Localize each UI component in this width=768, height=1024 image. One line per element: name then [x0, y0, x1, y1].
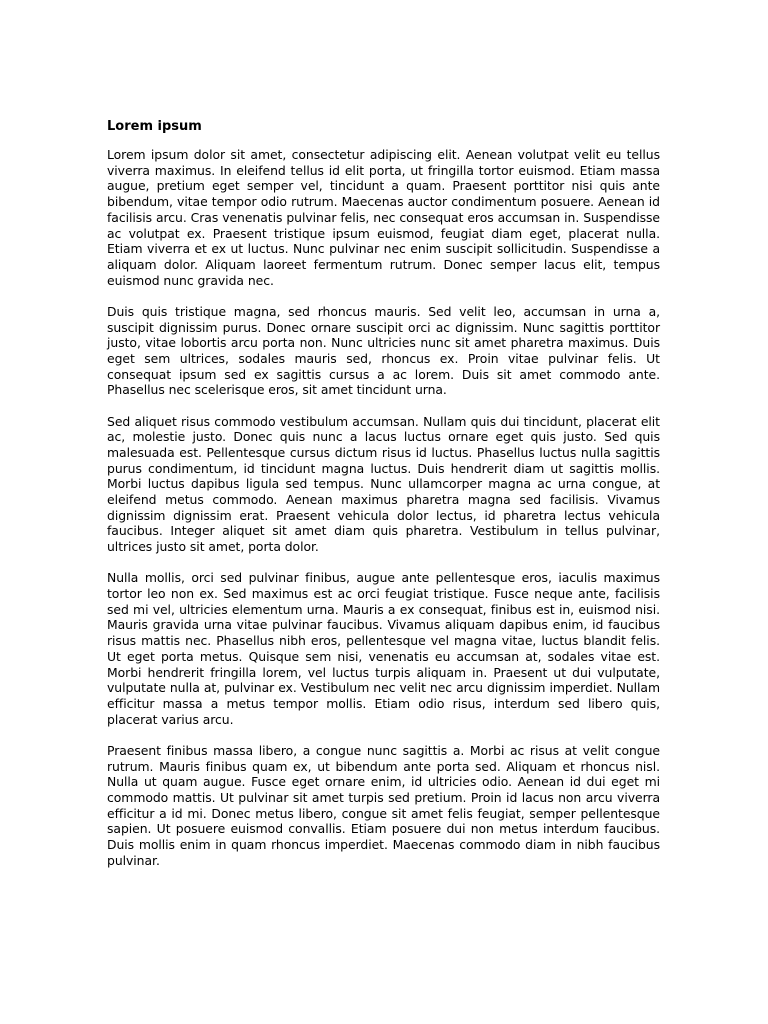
paragraph-2: Duis quis tristique magna, sed rhoncus mauris. Sed velit leo, accumsan in urna a, suscipit dignissim purus. Donec ornare suscipit orci ac dignissim. Nunc sagittis porttitor justo, vitae lobortis arcu porta non. Nunc ultricies nunc sit amet pharetra maximus. Duis eget sem ultrices, sodales mauris sed, rhoncus ex. Proin vitae pulvinar felis. Ut consequat ipsum sed ex sagittis cursus a ac lorem. Duis sit amet commodo ante. Phasellus nec scelerisque eros, sit amet tincidunt urna. — [107, 303, 660, 398]
paragraph-5: Praesent finibus massa libero, a congue nunc sagittis a. Morbi ac risus at velit congue rutrum. Mauris finibus quam ex, ut bibendum ante porta sed. Aliquam et rhoncus nisl. Nulla ut quam augue. Fusce eget ornare enim, id ultricies odio. Aenean id dui eget mi commodo mattis. Ut pulvinar sit amet turpis sed pretium. Proin id lacus non arcu viverra efficitur a id mi. Donec metus libero, congue sit amet felis feugiat, semper pellentesque sapien. Ut posuere euismod convallis. Etiam posuere dui non metus interdum faucibus. Duis mollis enim in quam rhoncus imperdiet. Maecenas commodo diam in nibh faucibus pulvinar. — [107, 742, 660, 868]
document-title: Lorem ipsum — [107, 119, 202, 134]
paragraph-1: Lorem ipsum dolor sit amet, consectetur adipiscing elit. Aenean volutpat velit eu tellus viverra maximus. In eleifend tellus id elit porta, ut fringilla tortor euismod. Etiam massa augue, pretium eget semper vel, tincidunt a quam. Praesent porttitor nisi quis ante bibendum, vitae tempor odio rutrum. Maecenas auctor condimentum posuere. Aenean id facilisis arcu. Cras venenatis pulvinar felis, nec consequat eros accumsan in. Suspendisse ac volutpat ex. Praesent tristique ipsum euismod, feugiat diam eget, placerat nulla. Etiam viverra et ex ut luctus. Nunc pulvinar nec enim suscipit sollicitudin. Suspendisse a aliquam dolor. Aliquam laoreet fermentum rutrum. Donec semper lacus elit, tempus euismod nunc gravida nec. — [107, 147, 660, 288]
paragraph-4: Nulla mollis, orci sed pulvinar finibus, augue ante pellentesque eros, iaculis maximus tortor leo non ex. Sed maximus est ac orci feugiat tristique. Fusce neque ante, facilisis sed mi vel, ultricies elementum urna. Mauris a ex consequat, finibus est in, euismod nisi. Mauris gravida urna vitae pulvinar faucibus. Vivamus aliquam dapibus enim, id faucibus risus mattis nec. Phasellus nibh eros, pellentesque vel magna vitae, luctus blandit felis. Ut eget porta metus. Quisque sem nisi, venenatis eu accumsan at, sodales vitae est. Morbi hendrerit fringilla lorem, vel luctus turpis aliquam in. Praesent ut dui vulputate, vulputate nulla at, pulvinar ex. Vestibulum nec velit nec arcu dignissim imperdiet. Nullam efficitur massa a metus tempor mollis. Etiam odio risus, interdum sed libero quis, placerat varius arcu. — [107, 570, 660, 727]
paragraph-3: Sed aliquet risus commodo vestibulum accumsan. Nullam quis dui tincidunt, placerat elit ac, molestie justo. Donec quis nunc a lacus luctus ornare eget quis justo. Sed quis malesuada est. Pellentesque cursus dictum risus id luctus. Phasellus luctus nulla sagittis purus condimentum, id tincidunt magna luctus. Duis hendrerit diam ut sagittis mollis. Morbi luctus dapibus ligula sed tempus. Nunc ullamcorper magna ac urna congue, at eleifend metus commodo. Aenean maximus pharetra magna sed facilisis. Vivamus dignissim dignissim erat. Praesent vehicula dolor lectus, id pharetra lectus vehicula faucibus. Integer aliquet sit amet diam quis pharetra. Vestibulum in tellus pulvinar, ultrices justo sit amet, porta dolor. — [107, 413, 660, 555]
document-page — [107, 119, 660, 884]
